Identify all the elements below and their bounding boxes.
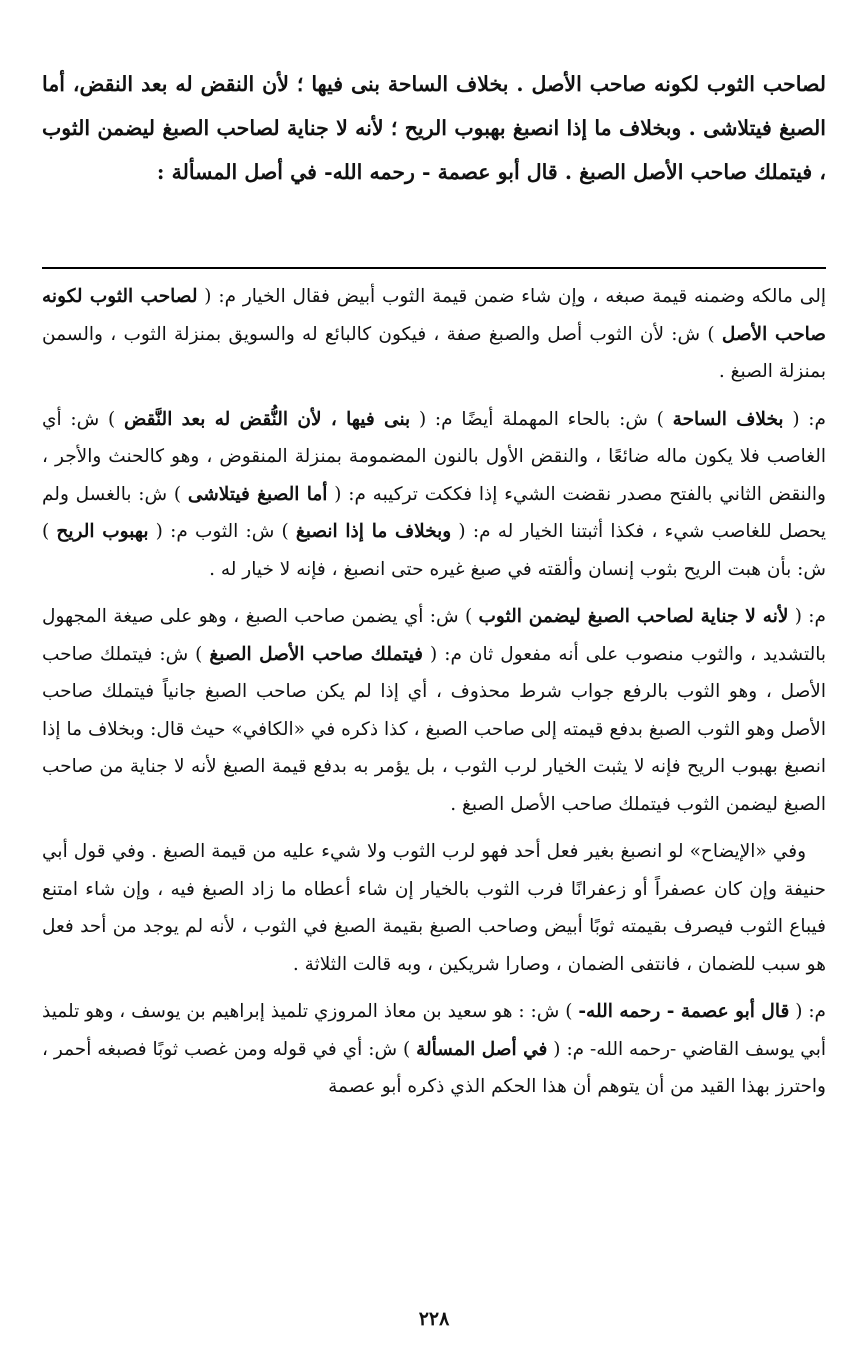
quoted-matn: لصاحب الثوب لكونه صاحب الأصل — [42, 286, 826, 345]
quoted-matn: في أصل المسألة — [416, 1038, 548, 1060]
quoted-matn: بنى فيها ، لأن النُّقض له بعد النَّقض — [123, 408, 411, 430]
commentary-text: ) ش: لأن الثوب أصل والصبغ صفة ، فيكون كالبائع له والسويق بمنزلة الثوب ، والسمن بمنزلة الصبغ . — [42, 323, 826, 382]
commentary-text: ) ش: : هو سعيد بن معاذ المروزي تلميذ إبراهيم بن يوسف ، وهو تلميذ أبي يوسف القاضي -رحمه الله- م: ( — [42, 1001, 827, 1060]
commentary-paragraph — [42, 278, 826, 391]
quoted-matn: فيتملك صاحب الأصل الصبغ — [209, 643, 424, 665]
commentary — [42, 278, 826, 1116]
commentary-text: م: ( — [788, 606, 826, 627]
quoted-matn: بخلاف الساحة — [672, 408, 784, 430]
commentary-text: ) ش: أي يضمن صاحب الصبغ ، وهو على صيغة المجهول بالتشديد ، والثوب منصوب على أنه مفعول ثان م: ( — [42, 606, 826, 665]
commentary-text: ) ش: الثوب م: ( — [148, 521, 296, 542]
commentary-paragraph — [42, 833, 826, 983]
quoted-matn: قال أبو عصمة - رحمه الله- — [578, 1001, 790, 1022]
commentary-paragraph — [42, 598, 826, 823]
commentary-text: ) ش: بالغسل ولم يحصل للغاصب شيء ، فكذا أثبتنا الخيار له م: ( — [42, 483, 826, 542]
commentary-text: ) ش: بأن هبت الريح بثوب إنسان وألقته في صبغ غيره حتى انصبغ ، فإنه لا خيار له . — [42, 521, 826, 580]
commentary-paragraph — [42, 993, 826, 1106]
commentary-text: وفي «الإيضاح» لو انصبغ بغير فعل أحد فهو لرب الثوب ولا شيء عليه من قيمة الصبغ . وفي قول أبي حنيفة وإن كان عصفراً أو زعفرانًا فرب الثوب بالخيار إن شاء أعطاه ما زاد الصبغ فيه ، وإن شاء امتنع فيباع الثوب فيصرف بقيمته ثوبًا أبيض وصاحب الصبغ بقيمة الصبغ في الثوب ، لأنه لم يوجد من أحد فعل هو سبب للضمان ، فانتفى الضمان ، وصارا شريكين ، وبه قالت الثلاثة . — [42, 841, 826, 975]
quoted-matn: بهبوب الريح — [56, 521, 149, 542]
commentary-text: ) ش: أي الغاصب فلا يكون ماله ضائعًا ، والنقض الأول بالنون المضمومة بمنزلة المنقوض ، وهو كالحنث والأجر ، والنقض الثاني بالفتح مصدر نقضت الشيء إذا فككت تركيبه م: ( — [42, 408, 826, 505]
separator-rule — [42, 267, 826, 269]
quoted-matn: أما الصبغ فيتلاشى — [187, 483, 328, 505]
commentary-paragraph — [42, 401, 826, 589]
main-text: لصاحب الثوب لكونه صاحب الأصل . بخلاف الساحة بنى فيها ؛ لأن النقض له بعد النقض، أما الصبغ فيتلاشى . وبخلاف ما إذا انصبغ بهبوب الريح ؛ لأنه لا جناية لصاحب الصبغ ليضمن الثوب ، فيتملك صاحب الأصل الصبغ . قال أبو عصمة - رحمه الله- في أصل المسألة : — [42, 72, 826, 184]
commentary-text: إلى مالكه وضمنه قيمة صبغه ، وإن شاء ضمن قيمة الثوب أبيض فقال الخيار م: ( — [197, 286, 826, 307]
commentary-text: م: ( — [789, 1001, 826, 1022]
commentary-text: م: ( — [783, 408, 826, 430]
quoted-matn: وبخلاف ما إذا انصبغ — [295, 521, 452, 542]
commentary-text: ) ش: فيتملك صاحب الأصل ، وهو الثوب بالرفع جواب شرط محذوف ، أي إذا لم يكن صاحب الصبغ جانياً فيتملك صاحب الأصل وهو الثوب الصبغ بدفع قيمته إلى صاحب الصبغ ، كذا ذكره في «الكافي» حيث قال: وبخلاف ما إذا انصبغ بهبوب الريح فإنه لا يثبت الخيار لرب الثوب ، بل يؤمر به بدفع قيمة الصبغ لأنه لا جناية من صاحب الصبغ ليضمن الثوب فيتملك صاحب الأصل الصبغ . — [42, 643, 826, 815]
page-number: ٢٢٨ — [418, 1308, 450, 1330]
commentary-text: ) ش: أي في قوله ومن غصب ثوبًا فصبغه أحمر ، واحترز بهذا القيد من أن يتوهم أن هذا الحكم الذي ذكره أبو عصمة — [42, 1038, 826, 1097]
commentary-text: ) ش: بالحاء المهملة أيضًا م: ( — [410, 408, 673, 430]
quoted-matn: لأنه لا جناية لصاحب الصبغ ليضمن الثوب — [478, 606, 789, 627]
